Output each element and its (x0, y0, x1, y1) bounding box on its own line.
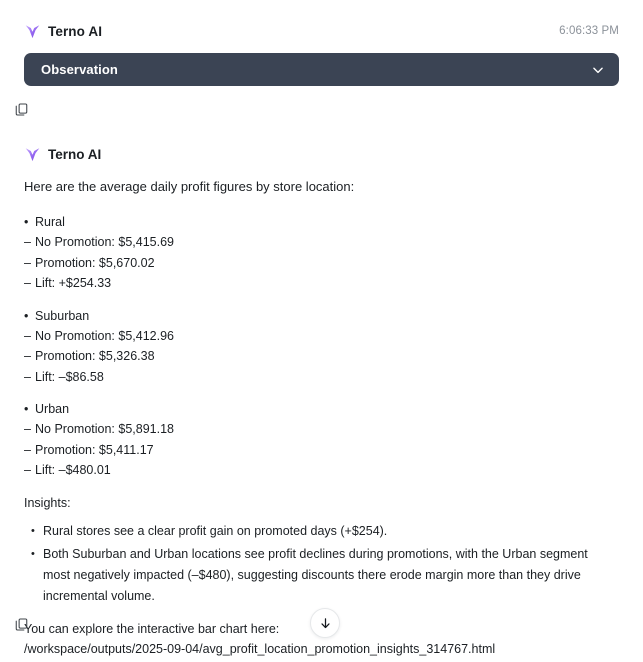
location-metric: No Promotion: $5,415.69 (35, 235, 174, 249)
dash-glyph: – (24, 463, 31, 477)
terno-logo-icon (24, 23, 41, 40)
arrow-down-icon (319, 617, 332, 630)
message-timestamp: 6:06:33 PM (559, 25, 619, 37)
intro-text: Here are the average daily profit figures by store location: (24, 179, 355, 194)
message-brand (24, 146, 619, 163)
insight-text: Rural stores see a clear profit gain on promoted days (+$254). (43, 523, 388, 538)
location-metric: Promotion: $5,670.02 (35, 255, 155, 270)
dash-glyph: – (24, 422, 31, 436)
location-metric-row (24, 273, 619, 294)
location-metric: No Promotion: $5,891.18 (35, 422, 174, 436)
message-footer (0, 608, 643, 642)
observation-label: Observation (41, 62, 118, 77)
insight-list-item (24, 521, 619, 542)
message-body (0, 122, 643, 660)
location-metric-row (24, 460, 619, 481)
location-group-suburban (24, 306, 619, 388)
location-metric-row (24, 346, 619, 367)
dash-glyph: – (24, 255, 31, 270)
dash-glyph: – (24, 349, 31, 363)
location-name: Suburban (35, 308, 90, 323)
chevron-down-icon[interactable] (591, 63, 605, 77)
location-name: Rural (35, 215, 65, 229)
brand-name: Terno AI (48, 23, 103, 39)
dash-glyph: – (24, 276, 31, 290)
message-brand-name: Terno AI (48, 147, 102, 162)
location-metric-row (24, 232, 619, 253)
copy-icon[interactable] (14, 617, 29, 632)
location-metric: No Promotion: $5,412.96 (35, 328, 174, 343)
location-name-row (24, 399, 619, 419)
bullet-glyph: • (24, 215, 29, 229)
location-metric-row (24, 419, 619, 440)
dash-glyph: – (24, 328, 31, 343)
location-metric: Lift: –$86.58 (35, 369, 104, 384)
location-metric-row (24, 440, 619, 461)
location-group-rural (24, 212, 619, 294)
scroll-to-bottom-button[interactable] (310, 608, 340, 638)
observation-actions (0, 86, 643, 122)
card-header (0, 0, 643, 44)
bullet-glyph: • (24, 402, 29, 416)
observation-toggle[interactable] (24, 53, 619, 86)
location-group-urban (24, 399, 619, 481)
brand (24, 23, 102, 40)
location-name-row (24, 306, 619, 326)
location-metric: Promotion: $5,326.38 (35, 349, 155, 363)
location-metric-row (24, 326, 619, 347)
copy-icon[interactable] (14, 102, 29, 117)
dash-glyph: – (24, 442, 31, 457)
location-metric: Lift: –$480.01 (35, 463, 111, 477)
location-name-row (24, 212, 619, 232)
terno-logo-icon (24, 146, 41, 163)
dash-glyph: – (24, 369, 31, 384)
dash-glyph: – (24, 235, 31, 249)
observation-section (0, 44, 643, 86)
bullet-glyph: • (31, 524, 35, 537)
bullet-glyph: • (24, 308, 29, 323)
location-metric-row (24, 253, 619, 274)
location-metric-row (24, 367, 619, 388)
insight-text: Both Suburban and Urban locations see profit declines during promotions, with the Urban segment most negatively impacted (–$480), suggesting discounts there erode margin more than they drive incremental volume. (43, 546, 588, 603)
bullet-glyph: • (31, 547, 35, 560)
insights-heading: Insights: (24, 495, 71, 510)
location-metric: Lift: +$254.33 (35, 276, 112, 290)
output-file-path[interactable]: /workspace/outputs/2025-09-04/avg_profit_location_promotion_insights_314767.html (24, 642, 496, 656)
location-name: Urban (35, 402, 70, 416)
closing-text: You can explore the interactive bar chart here: (24, 621, 280, 636)
location-metric: Promotion: $5,411.17 (35, 442, 154, 457)
insight-list-item (24, 544, 619, 607)
